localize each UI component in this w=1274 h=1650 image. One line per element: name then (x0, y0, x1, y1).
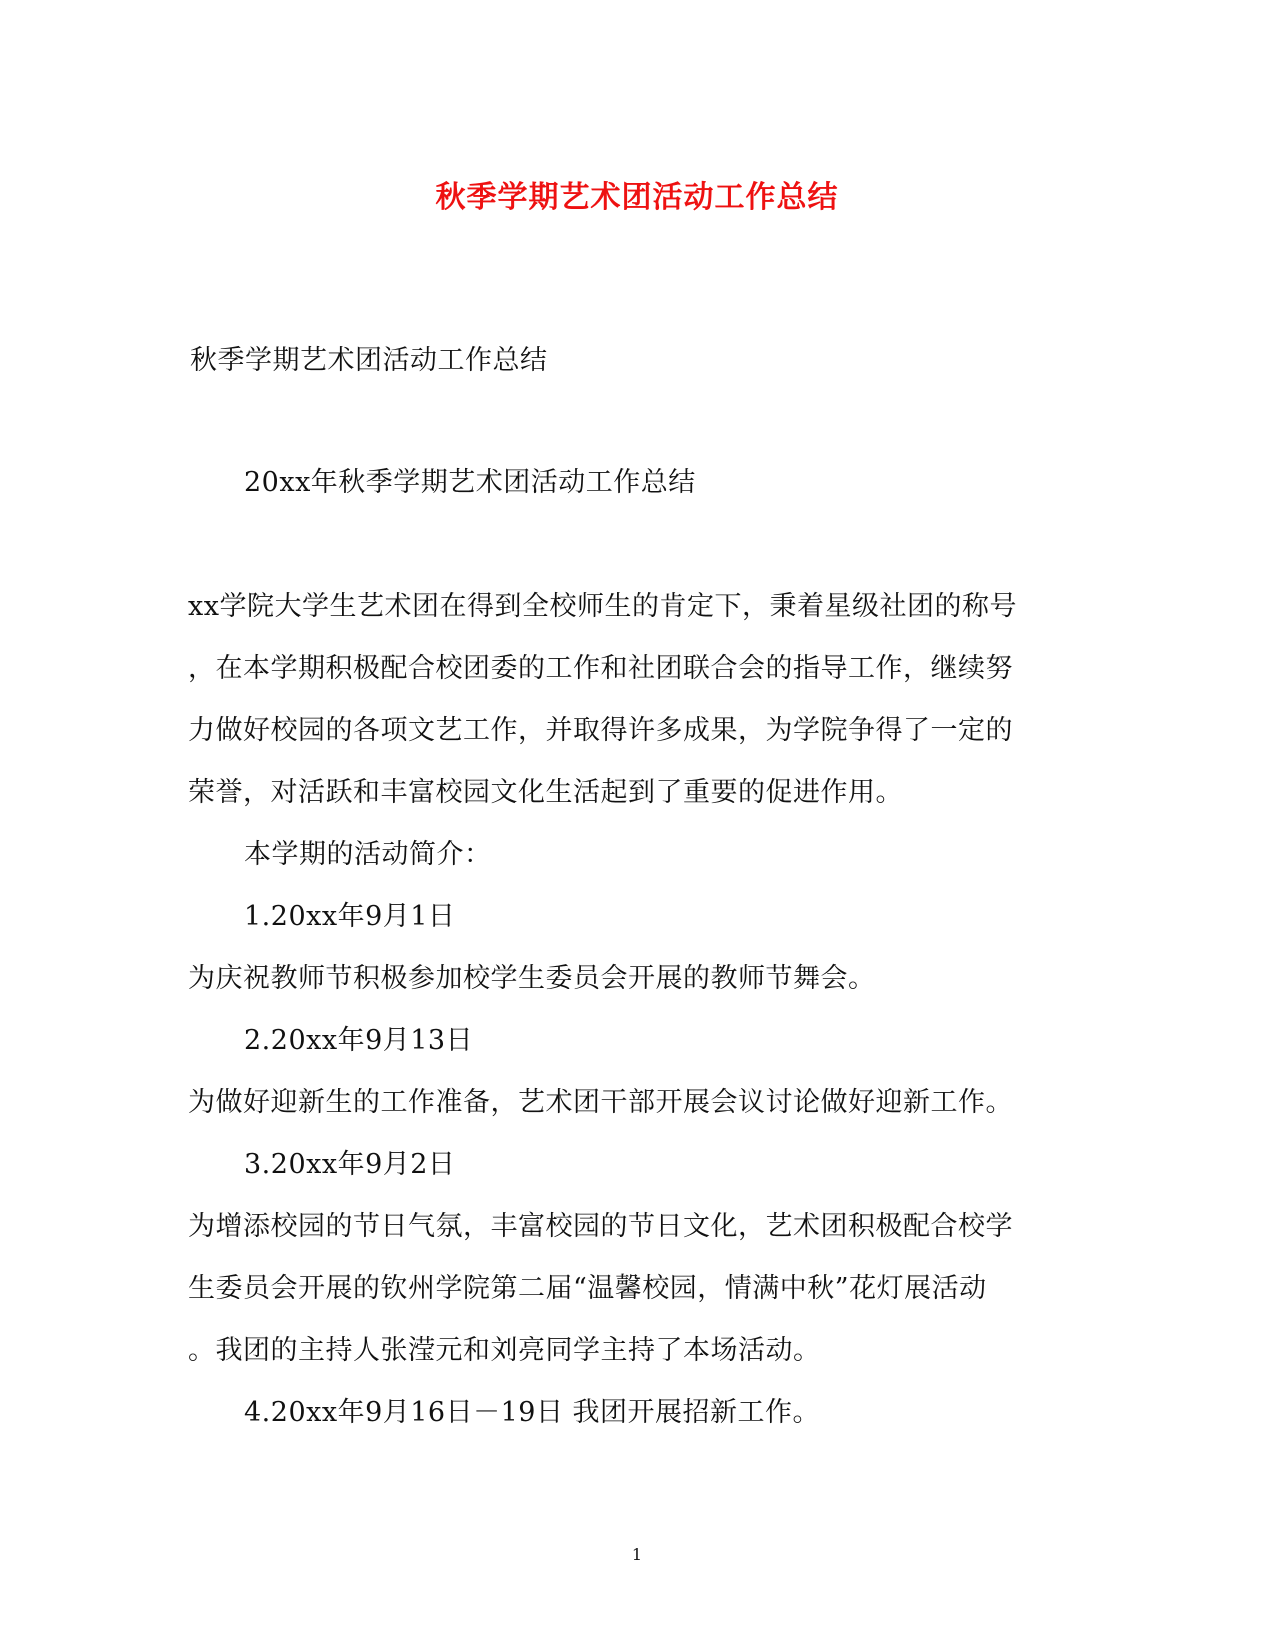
item-text: 生委员会开展的钦州学院第二届“温馨校园，情满中秋”花灯展活动 (188, 1273, 987, 1304)
paragraph-line: 荣誉，对活跃和丰富校园文化生活起到了重要的促进作用。 (188, 777, 903, 808)
subheading-line: 20xx年秋季学期艺术团活动工作总结 (244, 467, 696, 498)
item-date: 3.20xx年9月2日 (244, 1149, 456, 1180)
page-number: 1 (631, 1545, 643, 1564)
paragraph-line: ，在本学期积极配合校团委的工作和社团联合会的指导工作，继续努 (188, 653, 1013, 684)
document-title: 秋季学期艺术团活动工作总结 (435, 180, 839, 215)
intro-line: 本学期的活动简介： (244, 839, 492, 870)
paragraph-line: xx学院大学生艺术团在得到全校师生的肯定下，秉着星级社团的称号 (188, 591, 1017, 622)
item-date: 1.20xx年9月1日 (244, 901, 456, 932)
heading-line: 秋季学期艺术团活动工作总结 (190, 345, 548, 376)
item-text: 为庆祝教师节积极参加校学生委员会开展的教师节舞会。 (188, 963, 876, 994)
item-date: 4.20xx年9月16日－19日 我团开展招新工作。 (244, 1397, 821, 1428)
item-date: 2.20xx年9月13日 (244, 1025, 474, 1056)
item-text: 为增添校园的节日气氛，丰富校园的节日文化，艺术团积极配合校学 (188, 1211, 1013, 1242)
item-text: 为做好迎新生的工作准备，艺术团干部开展会议讨论做好迎新工作。 (188, 1087, 1013, 1118)
paragraph-line: 力做好校园的各项文艺工作，并取得许多成果，为学院争得了一定的 (188, 715, 1013, 746)
item-text: 。我团的主持人张滢元和刘亮同学主持了本场活动。 (188, 1335, 821, 1366)
